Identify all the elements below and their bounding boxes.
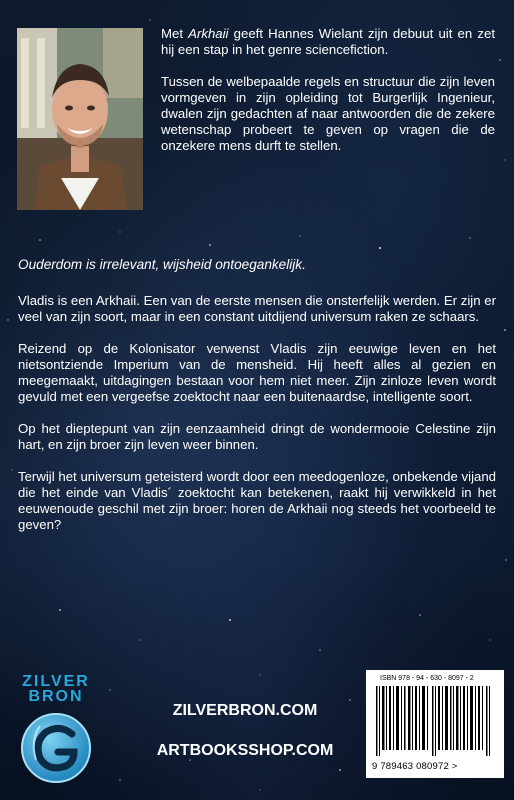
blurb-paragraph-3: Op het dieptepunt van zijn eenzaamheid dringt de wondermooie Celestine zijn hart, en zijn broer zijn leven weer binnen. — [18, 421, 496, 452]
publisher-url-zilverbron: ZILVERBRON.COM — [172, 702, 318, 719]
isbn-label: ISBN 978 - 94 - 630 - 8097 - 2 — [380, 675, 474, 682]
logo-emblem-icon — [14, 706, 98, 790]
author-intro — [161, 26, 495, 170]
isbn-barcode — [366, 670, 504, 778]
barcode-icon — [374, 686, 500, 756]
blurb-paragraph-1: Vladis is een Arkhaii. Een van de eerste mensen die onsterfelijk werden. Er zijn er veel van zijn soort, maar in een constant uitdijend universum raken ze schaars. — [18, 293, 496, 324]
intro-paragraph-2: Tussen de welbepaalde regels en structuur die zijn leven vormgeven in zijn opleiding tot Burgerlijk Ingenieur, dwalen zijn gedachten af naar antwoorden die de zekere wetenschap probeert te geven op vragen die de onzekere mens durft te stellen. — [161, 74, 495, 153]
logo-word-top: ZILVER — [22, 673, 90, 690]
blurb-paragraph-4: Terwijl het universum geteisterd wordt door een meedogenloze, onbekende vijand die het einde van Vladis´ zoektocht kan betekenen, raakt hij verwikkeld in het eeuwenoude geschil met zijn broer: horen de Arkhaii nog steeds het voorbeeld te geven? — [18, 469, 496, 532]
blurb-paragraph-2: Reizend op de Kolonisator verwenst Vladis zijn eeuwige leven en het nietsontziende Imperium van de mensheid. Hij heeft alles al gezien en meegemaakt, uitdagingen bestaan voor hem niet meer. Zijn zinloze leven wordt gevuld met een vergeefse zoektocht naar een buitenaardse, intelligente soort. — [18, 341, 496, 404]
blurb-tagline: Ouderdom is irrelevant, wijsheid ontoegankelijk. — [18, 257, 306, 272]
book-blurb — [18, 257, 496, 549]
publisher-url-artbooksshop: ARTBOOKSSHOP.COM — [156, 742, 334, 759]
intro-paragraph-1: Met Arkhaii geeft Hannes Wielant zijn debuut uit en zet hij een stap in het genre sciencefiction. — [161, 26, 495, 57]
barcode-digits: 9 789463 080972 > — [372, 761, 458, 772]
logo-word-bottom: BRON — [28, 688, 84, 705]
book-title: Arkhaii — [188, 26, 229, 41]
publisher-logo — [14, 674, 98, 794]
author-photo — [17, 28, 143, 210]
